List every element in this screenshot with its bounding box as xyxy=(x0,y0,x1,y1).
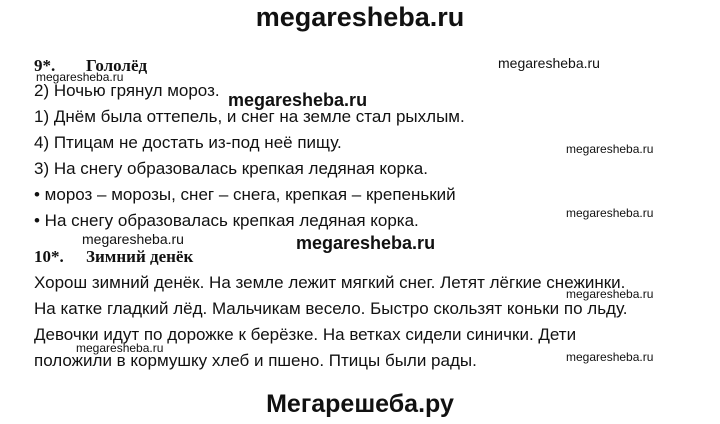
task-9-line: 3) На снегу образовалась крепкая ледяная корка. xyxy=(34,159,428,178)
task-9-line: 2) Ночью грянул мороз. xyxy=(34,81,220,100)
task-10-number: 10*. xyxy=(34,247,64,266)
task-10-line: На катке гладкий лёд. Мальчикам весело. Быстро скользят коньки по льду. xyxy=(34,299,628,318)
task-10-line: Хорош зимний денёк. На земле лежит мягкий снег. Летят лёгкие снежинки. xyxy=(34,273,626,292)
task-9-line: 4) Птицам не достать из-под неё пищу. xyxy=(34,133,342,152)
task-9-line: • мороз – морозы, снег – снега, крепкая – крепенький xyxy=(34,185,456,204)
task-9-line: • На снегу образовалась крепкая ледяная корка. xyxy=(34,211,419,230)
task-10-title: Зимний денёк xyxy=(86,247,194,266)
task-9-line: 1) Днём была оттепель, и снег на земле стал рыхлым. xyxy=(34,107,465,126)
task-10-line: Девочки идут по дорожке к берёзке. На ветках сидели синички. Дети xyxy=(34,325,577,344)
site-brand-header: megaresheba.ru xyxy=(255,2,465,32)
task-10-heading xyxy=(34,247,193,267)
task-10-line: положили в кормушку хлеб и пшено. Птицы были рады. xyxy=(34,351,477,370)
watermark: megaresheba.ru xyxy=(76,341,164,355)
task-9-number: 9*. xyxy=(34,56,56,75)
task-9-title: Гололёд xyxy=(86,56,148,75)
site-brand-footer: Мегарешеба.ру xyxy=(266,390,454,418)
watermark: megaresheba.ru xyxy=(566,142,654,156)
watermark: megaresheba.ru xyxy=(566,206,654,220)
watermark: megaresheba.ru xyxy=(82,231,184,247)
watermark: megaresheba.ru xyxy=(498,55,600,71)
watermark: megaresheba.ru xyxy=(228,90,368,110)
watermark: megaresheba.ru xyxy=(566,287,654,301)
watermark: megaresheba.ru xyxy=(296,233,436,253)
watermark: megaresheba.ru xyxy=(36,70,124,84)
watermark: megaresheba.ru xyxy=(566,350,654,364)
